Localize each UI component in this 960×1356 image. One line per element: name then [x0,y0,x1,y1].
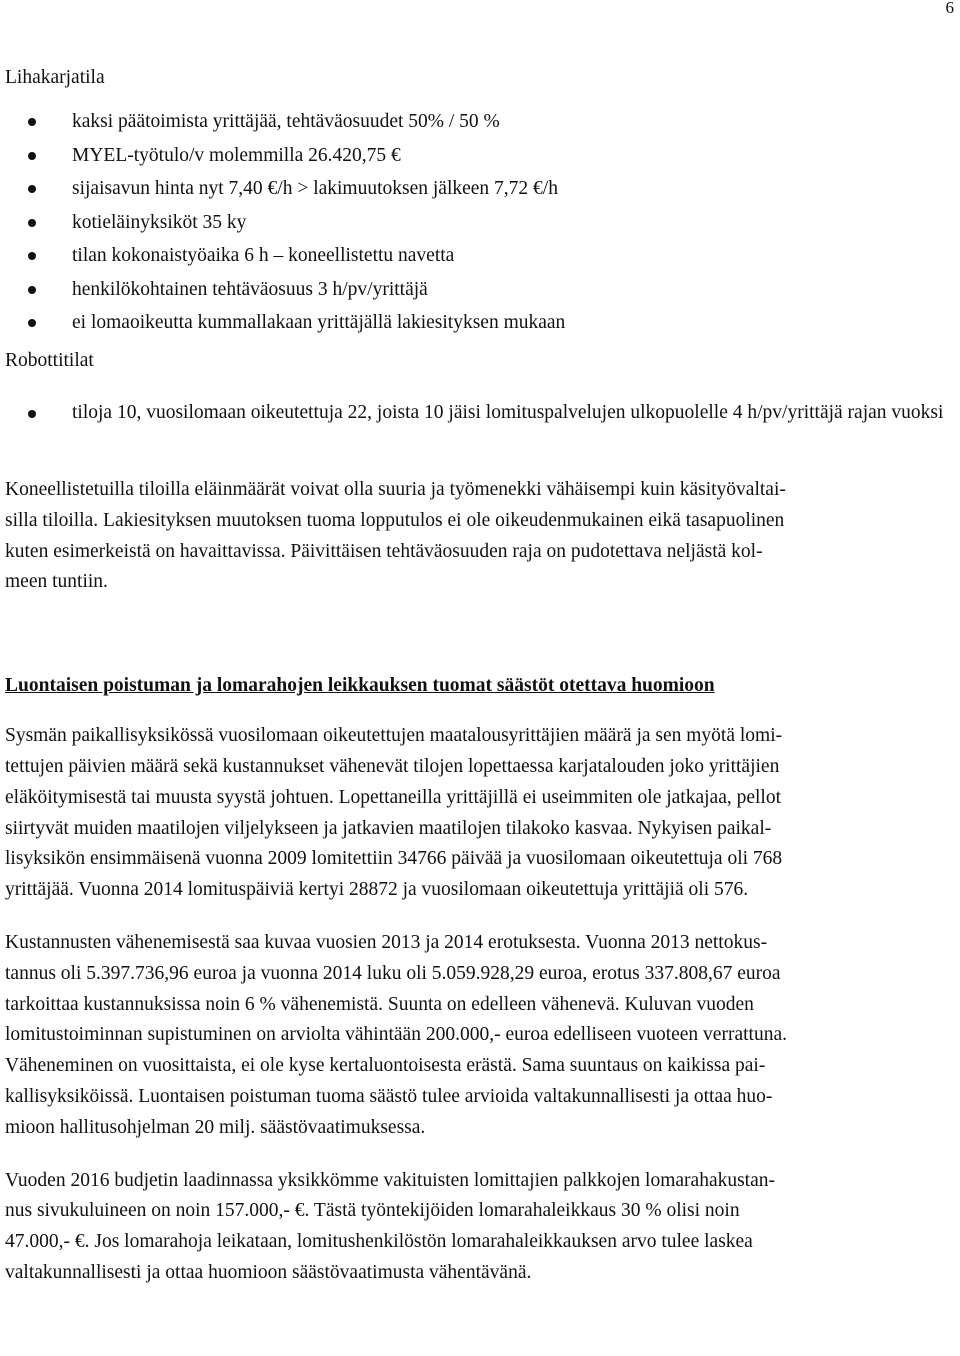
list-item: ei lomaoikeutta kummallakaan yrittäjällä lakiesityksen mukaan [5,306,955,340]
lihakarjatila-list [5,105,955,340]
robottitilat-list [5,397,955,430]
bullet-icon [28,286,36,294]
paragraph-kustannukset: Kustannusten vähenemisestä saa kuvaa vuosien 2013 ja 2014 erotuksesta. Vuonna 2013 nettokus- tannus oli 5.397.736,96 euroa ja vuonna 2014 luku oli 5.059.928,29 euroa, erotus 337.808,67 euroa tarkoittaa kustannuksissa noin 6 % vähenemistä. Suunta on edelleen vähenevä. Kuluvan vuoden lomitustoiminnan supistuminen on arviolta vähintään 200.000,- euroa edelliseen vuoteen verrattuna. Väheneminen on vuosittaista, ei ole kyse kertaluontoisesta erästä. Sama suuntaus on kaikissa pai- kallisyksiköissä. Luontaisen poistuman tuoma säästö tulee arvioida valtakunnallisesti ja ottaa huo- mioon hallitusohjelman 20 milj. säästövaatimuksessa. [5,931,787,1138]
bullet-icon [28,219,36,227]
page-number: 6 [945,0,954,17]
section-title-lihakarjatila: Lihakarjatila [5,67,105,88]
list-item: tilan kokonaistyöaika 6 h – koneellistettu navetta [5,239,955,273]
bullet-icon [28,185,36,193]
list-item: kaksi päätoimista yrittäjää, tehtäväosuudet 50% / 50 % [5,105,955,139]
document-body [5,62,955,1289]
section-title-robottitilat: Robottitilat [5,349,94,371]
list-item: kotieläinyksiköt 35 ky [5,206,955,240]
paragraph-sysma: Sysmän paikallisyksikössä vuosilomaan oikeutettujen maatalousyrittäjien määrä ja sen myötä lomi- tettujen päivien määrä sekä kustannukset vähenevät tilojen lopettaessa karjatalouden joko yrittäjien eläköitymisestä tai muusta syystä johtuen. Lopettaneilla yrittäjillä ei useimmiten ole jatkajaa, pellot siirtyvät muiden maatilojen viljelykseen ja jatkavien maatilojen tilakoko kasvaa. Nykyisen paikal- lisyksikön ensimmäisenä vuonna 2009 lomitettiin 34766 päivää ja vuosilomaan oikeutettuja oli 768 yrittäjää. Vuonna 2014 lomituspäiviä kertyi 28872 ja vuosilomaan oikeutettuja yrittäjiä oli 576. [5,725,783,901]
list-item: henkilökohtainen tehtäväosuus 3 h/pv/yrittäjä [5,273,955,307]
paragraph-budjetti-2016: Vuoden 2016 budjetin laadinnassa yksikkömme vakituisten lomittajien palkkojen lomarahakustan- nus sivukuluineen on noin 157.000,- €. Tästä työntekijöiden lomarahaleikkaus 30 % olisi noin 47.000,- €. Jos lomarahoja leikataan, lomitushenkilöstön lomarahaleikkauksen arvo tulee laskea valtakunnallisesti ja ottaa huomioon säästövaatimusta vähentävänä. [5,1169,776,1283]
section-heading-luontainen-poistuma: Luontaisen poistuman ja lomarahojen leikkauksen tuomat säästöt otettava huomioon [5,675,715,697]
bullet-icon [28,152,36,160]
list-item: tiloja 10, vuosilomaan oikeutettuja 22, joista 10 jäisi lomituspalvelujen ulkopuolelle 4 h/pv/yrittäjä rajan vuoksi [5,397,955,430]
bullet-icon [28,252,36,260]
list-item: sijaisavun hinta nyt 7,40 €/h > lakimuutoksen jälkeen 7,72 €/h [5,172,955,206]
paragraph-koneellistetut-tilat: Koneellistetuilla tiloilla eläinmäärät voivat olla suuria ja työmenekki vähäisempi kuin käsityövaltai- silla tiloilla. Lakiesityksen muutoksen tuoma lopputulos ei ole oikeudenmukainen eikä tasapuolinen kuten esimerkeistä on havaittavissa. Päivittäisen tehtäväosuuden raja on pudotettava neljästä kol- meen tuntiin. [5,479,786,593]
list-item: MYEL-työtulo/v molemmilla 26.420,75 € [5,139,955,173]
bullet-icon [28,118,36,126]
bullet-icon [28,410,36,418]
bullet-icon [28,319,36,327]
